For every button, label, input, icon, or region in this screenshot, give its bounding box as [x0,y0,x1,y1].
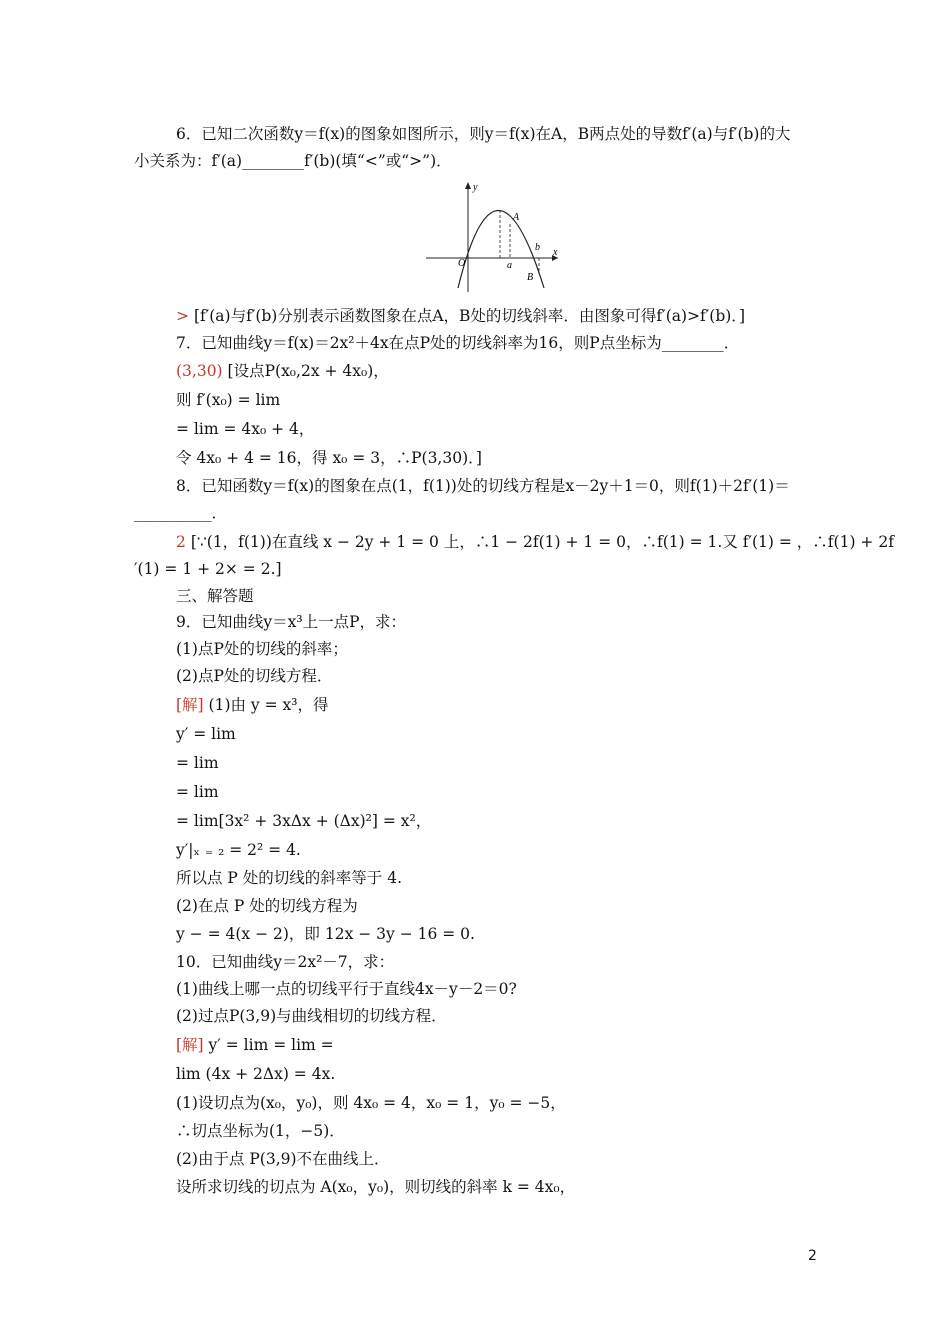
text-line-a10d [176,1121,345,1141]
text-line-q9a [176,639,348,659]
line-text: = lim[3x² + 3xΔx + (Δx)²] = x²， [176,812,432,830]
text-line-q7 [176,333,739,353]
line-text: (2)点P处的切线方程． [176,667,333,685]
line-text: ∴切点坐标为(1，−5)． [176,1122,345,1140]
line-text: 8．已知函数y＝f(x)的图象在点(1，f(1))处的切线方程是x－2y＋1＝0，则f(1)＋2f′(1)＝ [176,477,790,495]
line-text: [∵(1，f(1))在直线 x − 2y + 1 = 0 上，∴1 − 2f(1) + 1 = 0，∴f(1) = 1.又 f′(1) = ，∴f(1) + 2f [190,533,894,551]
line-text: ′(1) = 1 + 2× = 2.] [134,560,282,578]
text-line-q10 [176,952,394,972]
line-text: = lim [176,754,219,772]
text-line-a9g [176,868,402,888]
text-line-a9c [176,753,219,773]
label-y: y [473,182,478,193]
text-line-a8b [134,559,282,579]
page-number: 2 [808,1248,817,1264]
answer-marker: > [176,307,189,325]
line-text: = lim = 4x₀ + 4， [176,420,315,438]
text-line-a9b [176,724,236,744]
label-x: x [553,247,558,258]
y-axis-arrow [465,182,471,189]
line-text: (1)由 y = x³，得 [208,696,329,714]
line-text: 6．已知二次函数y＝f(x)的图象如图所示，则y＝f(x)在A，B两点处的导数f′(a)与f′(b)的大 [176,125,791,143]
answer-marker: 2 [176,533,186,551]
label-point-a: A [513,212,520,223]
line-text: y′|ₓ ₌ ₂ = 2² = 4. [176,841,301,859]
text-line-a10f [176,1177,575,1197]
text-line-q10a [176,979,517,999]
line-text: (2)在点 P 处的切线方程为 [176,897,358,915]
text-line-q6b [134,151,452,171]
text-line-q6a [176,124,790,144]
line-text: (1)点P处的切线的斜率； [176,640,348,658]
label-a: a [507,260,512,271]
text-line-q10b [176,1006,447,1026]
label-b: b [535,242,540,253]
text-line-a10a [176,1035,334,1055]
line-text: [设点P(x₀,2x + 4x₀)， [227,362,389,380]
label-origin: O [458,258,466,269]
line-text: 所以点 P 处的切线的斜率等于 4. [176,869,402,887]
line-text: y − = 4(x − 2)，即 12x − 3y − 16 = 0. [176,925,475,943]
line-text: 则 f′(x₀) = lim [176,391,281,409]
line-text: 7．已知曲线y＝f(x)＝2x²＋4x在点P处的切线斜率为16，则P点坐标为________． [176,334,740,352]
line-text: 小关系为：f′(a)________f′(b)(填“<”或“>”)． [134,152,452,170]
line-text: (2)由于点 P(3,9)不在曲线上． [176,1150,390,1168]
text-line-a6 [176,306,745,326]
text-line-a7d [176,448,482,468]
text-line-a9e [176,811,431,831]
text-line-a10b [176,1064,335,1084]
line-text: 10．已知曲线y＝2x²－7，求： [176,953,395,971]
text-line-a10e [176,1149,390,1169]
text-line-q8a [176,476,790,496]
line-text: y′ = lim = lim = [208,1036,334,1054]
text-line-a7b [176,390,280,410]
line-text: [f′(a)与f′(b)分别表示函数图象在点A，B处的切线斜率．由图象可得f′(a)>f′(b)．] [193,307,746,325]
answer-marker: (3,30) [176,362,223,380]
text-line-s3 [176,586,254,606]
parabola-figure [420,178,564,294]
text-line-a7c [176,419,314,439]
label-point-b: B [527,272,534,283]
answer-marker: [解] [176,696,204,714]
line-text: (1)设切点为(x₀，y₀)，则 4x₀ = 4，x₀ = 1，y₀ = −5， [176,1094,566,1112]
text-line-a9d [176,782,219,802]
text-line-q9 [176,612,406,632]
text-line-q8b [134,503,227,523]
text-line-a9f [176,840,301,860]
line-text: 令 4x₀ + 4 = 16，得 x₀ = 3，∴P(3,30)．] [176,449,482,467]
line-text: (1)曲线上哪一点的切线平行于直线4x－y－2＝0? [176,980,517,998]
text-line-a9h [176,896,358,916]
line-text: 设所求切线的切点为 A(x₀，y₀)，则切线的斜率 k = 4x₀， [176,1178,576,1196]
line-text: y′ = lim [176,725,236,743]
text-line-a7a [176,361,389,381]
line-text: 三、解答题 [176,587,254,605]
text-line-a8a [176,532,894,552]
line-text: lim (4x + 2Δx) = 4x. [176,1065,336,1083]
answer-marker: [解] [176,1036,204,1054]
text-line-a9i [176,924,475,944]
line-text: __________． [134,504,228,522]
line-text: = lim [176,783,219,801]
text-line-a10c [176,1093,566,1113]
text-line-a9a [176,695,328,715]
text-line-q9b [176,666,332,686]
line-text: 9．已知曲线y＝x³上一点P，求： [176,613,407,631]
line-text: (2)过点P(3,9)与曲线相切的切线方程． [176,1007,447,1025]
